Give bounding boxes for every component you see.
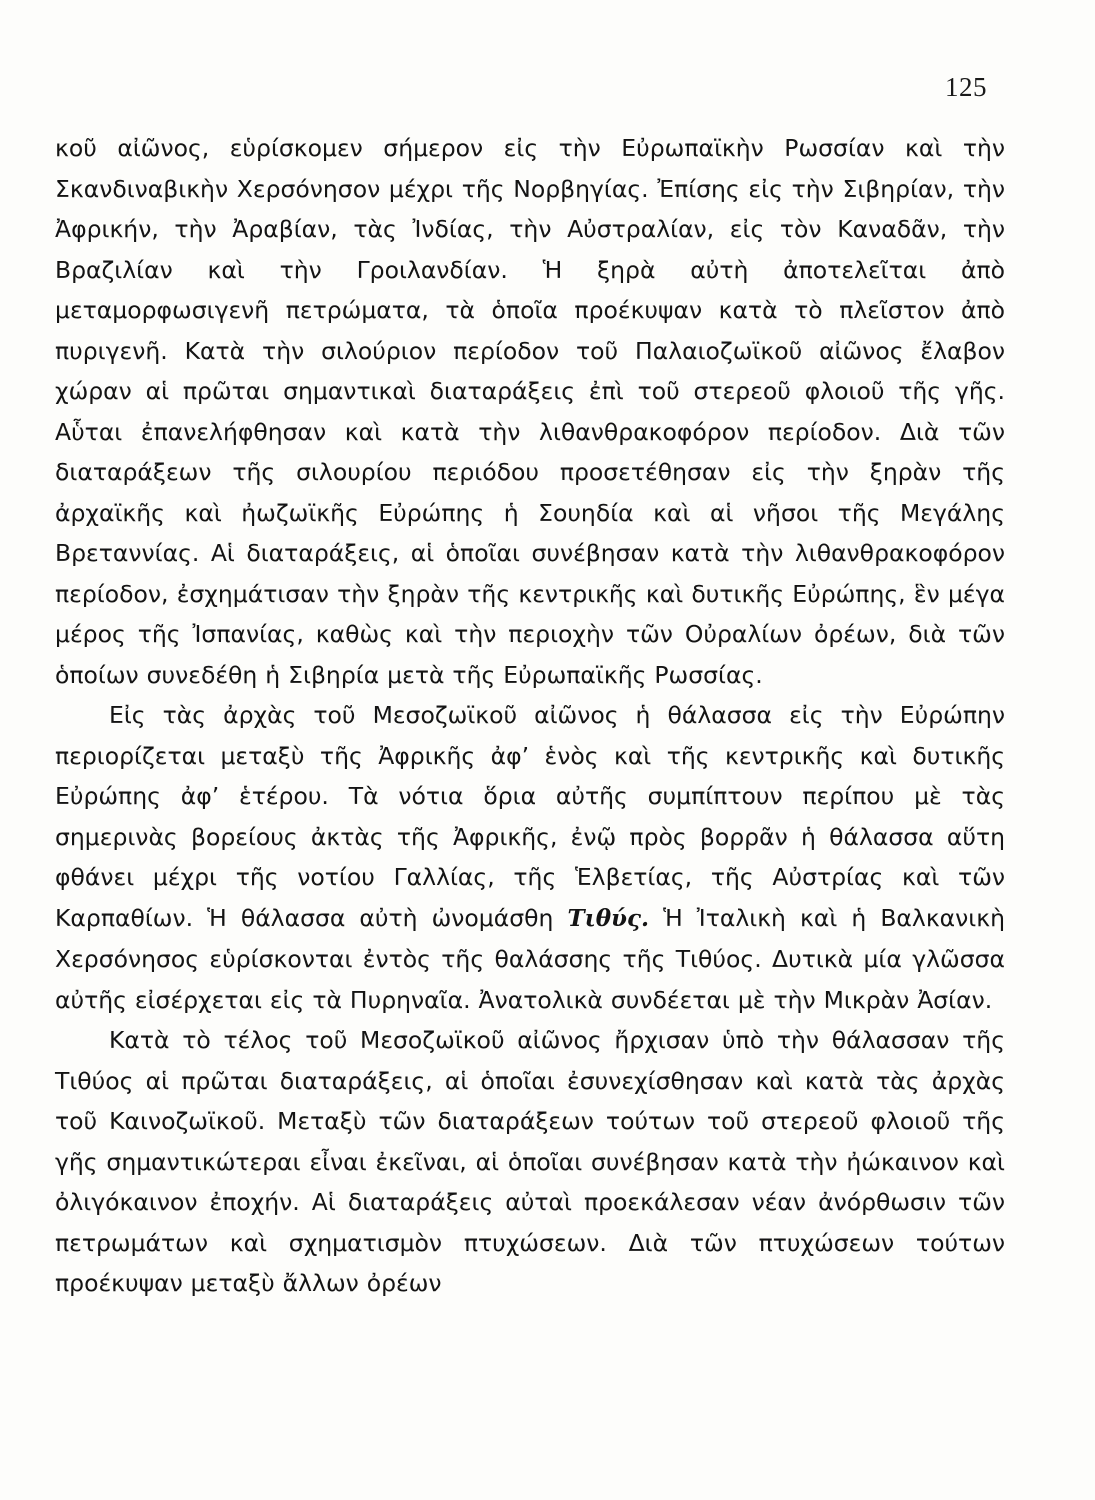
italic-term-tithys: Τιθύς. <box>567 904 650 932</box>
paragraph-2-text-after-italic: Ἡ Ἰταλικὴ καὶ ἡ Βαλκανικὴ Χερσόνησος εὑρίσκονται ἐντὸς τῆς θαλάσσης τῆς Τιθύος. Δυτικὰ μία γλῶσσα αὐτῆς εἰσέρχεται εἰς τὰ Πυρηναῖα. Ἀνατολικὰ συνδέεται μὲ τὴν Μικρὰν Ἀσίαν. <box>55 903 1005 1014</box>
paragraph-1: κοῦ αἰῶνος, εὑρίσκομεν σήμερον εἰς τὴν Εὐρωπαϊκὴν Ρωσσίαν καὶ τὴν Σκανδιναβικὴν Χερσόνησον μέχρι τῆς Νορβηγίας. Ἐπίσης εἰς τὴν Σιβηρίαν, τὴν Ἀφρικήν, τὴν Ἀραβίαν, τὰς Ἰνδίας, τὴν Αὐστραλίαν, εἰς τὸν Καναδᾶν, τὴν Βραζιλίαν καὶ τὴν Γροιλανδίαν. Ἡ ξηρὰ αὐτὴ ἀποτελεῖται ἀπὸ μεταμορφωσιγενῆ πετρώματα, τὰ ὁποῖα προέκυψαν κατὰ τὸ πλεῖστον ἀπὸ πυριγενῆ. Κατὰ τὴν σιλούριον περίοδον τοῦ Παλαιοζωϊκοῦ αἰῶνος ἔλαβον χώραν αἱ πρῶται σημαντικαὶ διαταράξεις ἐπὶ τοῦ στερεοῦ φλοιοῦ τῆς γῆς. Αὗται ἐπανελήφθησαν καὶ κατὰ τὴν λιθανθρακοφόρον περίοδον. Διὰ τῶν διαταράξεων τῆς σιλουρίου περιόδου προσετέθησαν εἰς τὴν ξηρὰν τῆς ἀρχαϊκῆς καὶ ἠωζωϊκῆς Εὐρώπης ἡ Σουηδία καὶ αἱ νῆσοι τῆς Μεγάλης Βρεταννίας. Αἱ διαταράξεις, αἱ ὁποῖαι συνέβησαν κατὰ τὴν λιθανθρακοφόρον περίοδον, ἐσχημάτισαν τὴν ξηρὰν τῆς κεντρικῆς καὶ δυτικῆς Εὐρώπης, ἓν μέγα μέρος τῆς Ἰσπανίας, καθὼς καὶ τὴν περιοχὴν τῶν Οὐραλίων ὀρέων, διὰ τῶν ὁποίων συνεδέθη ἡ Σιβηρία μετὰ τῆς Εὐρωπαϊκῆς Ρωσσίας. <box>55 134 1005 689</box>
paragraph-3: Κατὰ τὸ τέλος τοῦ Μεσοζωϊκοῦ αἰῶνος ἤρχισαν ὑπὸ τὴν θάλασσαν τῆς Τιθύος αἱ πρῶται διαταράξεις, αἱ ὁποῖαι ἐσυνεχίσθησαν καὶ κατὰ τὰς ἀρχὰς τοῦ Καινοζωϊκοῦ. Μεταξὺ τῶν διαταράξεων τούτων τοῦ στερεοῦ φλοιοῦ τῆς γῆς σημαντικώτεραι εἶναι ἐκεῖναι, αἱ ὁποῖαι συνέβησαν κατὰ τὴν ἠώκαινον καὶ ὀλιγόκαινον ἐποχήν. Αἱ διαταράξεις αὐταὶ προεκάλεσαν νέαν ἀνόρθωσιν τῶν πετρωμάτων καὶ σχηματισμὸν πτυχώσεων. Διὰ τῶν πτυχώσεων τούτων προέκυψαν μεταξὺ ἄλλων ὀρέων <box>55 1026 1005 1297</box>
paragraph-2-text-before-italic: Εἰς τὰς ἀρχὰς τοῦ Μεσοζωϊκοῦ αἰῶνος ἡ θάλασσα εἰς τὴν Εὐρώπην περιορίζεται μεταξὺ τῆς Ἀφρικῆς ἀφ’ ἑνὸς καὶ τῆς κεντρικῆς καὶ δυτικῆς Εὐρώπης ἀφ’ ἑτέρου. Τὰ νότια ὅρια αὐτῆς συμπίπτουν περίπου μὲ τὰς σημερινὰς βορείους ἀκτὰς τῆς Ἀφρικῆς, ἐνῷ πρὸς βορρᾶν ἡ θάλασσα αὕτη φθάνει μέχρι τῆς νοτίου Γαλλίας, τῆς Ἑλβετίας, τῆς Αὐστρίας καὶ τῶν Καρπαθίων. Ἡ θάλασσα αὐτὴ ὠνομάσθη <box>55 701 1005 932</box>
paragraph-2 <box>55 695 1005 1020</box>
page-text-body <box>55 128 1005 1304</box>
page-number: 125 <box>945 72 987 102</box>
